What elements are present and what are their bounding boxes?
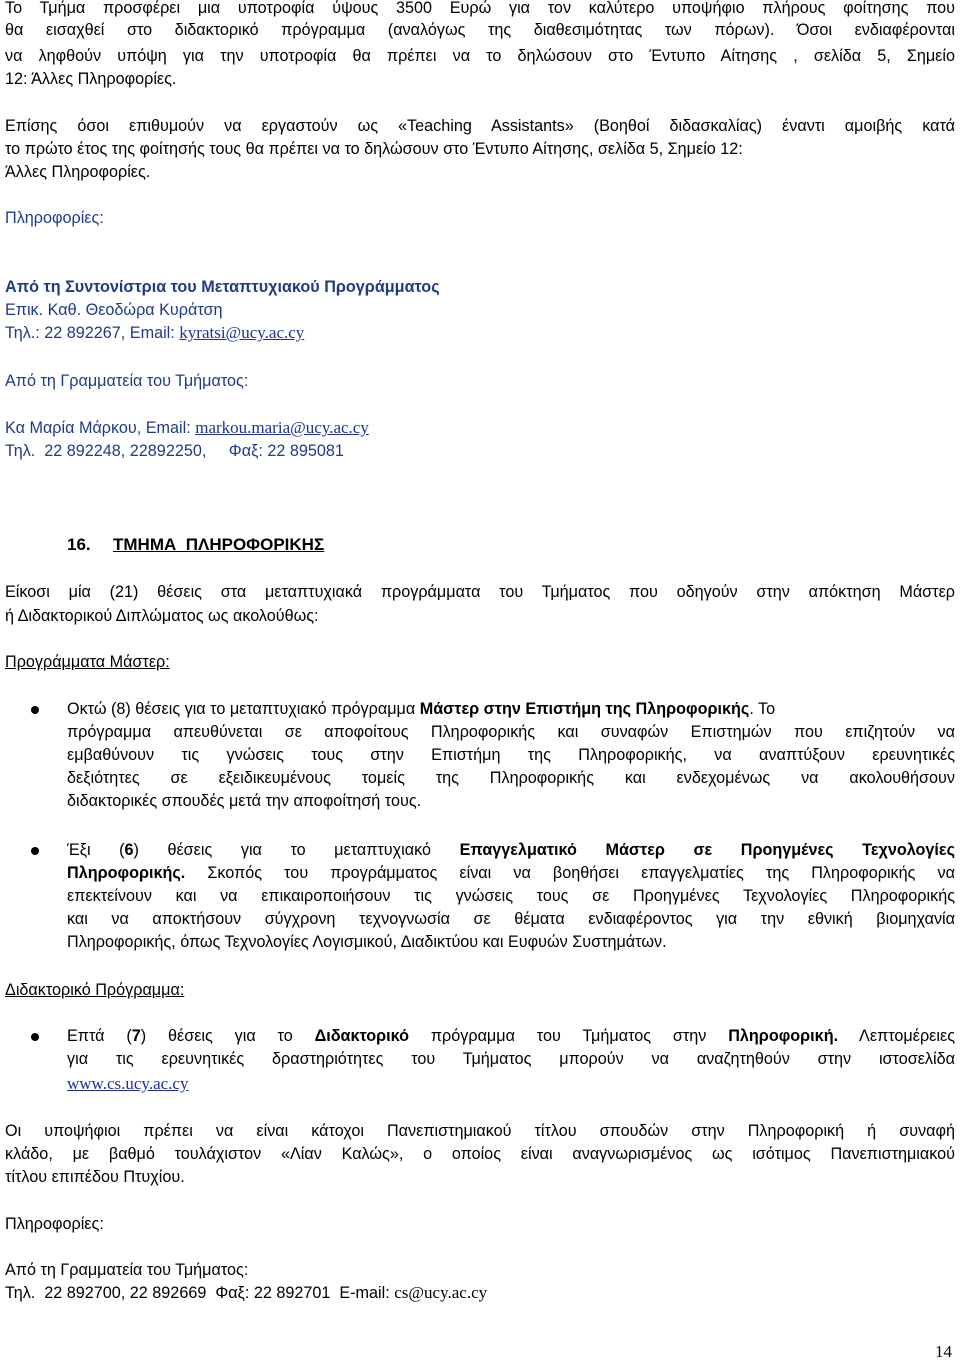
masters-item-line: δεξιότητες σε εξειδικευμένους τομείς της Πληροφορικής και ενδεχομένως να ακολουθήσουν xyxy=(67,769,955,787)
phd-item-line: για τις ερευνητικές δραστηριότητες του Τμήματος μπορούν να αναζητηθούν στην ιστοσελίδα xyxy=(67,1050,955,1068)
secretariat-email[interactable]: cs@ucy.ac.cy xyxy=(394,1283,488,1302)
masters-item-line: Πληροφορικής, όπως Τεχνολογίες Λογισμικού, Διαδικτύου και Ευφυών Συστημάτων. xyxy=(67,933,667,951)
ta-line: Άλλες Πληροφορίες. xyxy=(5,163,151,181)
secretariat-heading: Από τη Γραμματεία του Τμήματος: xyxy=(5,372,249,390)
program-name: Επαγγελματικό Μάστερ σε Προηγμένες Τεχνολογίες xyxy=(459,841,955,859)
coordinator-heading: Από τη Συντονίστρια του Μεταπτυχιακού Προγράμματος xyxy=(5,278,440,296)
item-count: 8 xyxy=(116,700,126,718)
info-heading: Πληροφορίες: xyxy=(5,209,104,227)
masters-heading: Προγράμματα Μάστερ: xyxy=(5,653,170,671)
coordinator-name: Επικ. Καθ. Θεοδώρα Κυράτση xyxy=(5,301,223,319)
item-text: Οκτώ ( xyxy=(67,700,117,718)
item-text: ) θέσεις για το μεταπτυχιακό πρόγραμμα xyxy=(125,700,420,718)
section-heading xyxy=(67,534,324,556)
item-text: ) θέσεις για το μεταπτυχιακό xyxy=(133,841,460,859)
ta-line: το πρώτο έτος της φοίτησής τους θα πρέπει να το δηλώσουν στο Έντυπο Αίτησης, σελίδα 5, Σημείο 12: xyxy=(5,140,743,158)
item-text: . Το xyxy=(749,700,776,718)
secretariat-email-link[interactable]: markou.maria@ucy.ac.cy xyxy=(195,418,369,437)
phd-heading: Διδακτορικό Πρόγραμμα: xyxy=(5,981,185,999)
item-count: 7 xyxy=(131,1027,141,1045)
phd-item-line xyxy=(67,1025,955,1047)
masters-item-line xyxy=(67,698,775,720)
item-text: Επτά ( xyxy=(67,1027,132,1045)
coordinator-contact xyxy=(5,322,304,344)
secretariat-phones: Τηλ. 22 892248, 22892250, Φαξ: 22 895081 xyxy=(5,442,344,460)
program-name: Διδακτορικό xyxy=(314,1027,410,1045)
section-intro-line: Είκοσι μία (21) θέσεις στα μεταπτυχιακά προγράμματα του Τμήματος που οδηγούν στην απόκτηση Μάστερ xyxy=(5,583,955,601)
coordinator-email-link[interactable]: kyratsi@ucy.ac.cy xyxy=(179,323,305,342)
item-count: 6 xyxy=(124,841,134,859)
masters-item-line: εμβαθύνουν τις γνώσεις τους στην Επιστήμη της Πληροφορικής, να αναπτύξουν ερευνητικές xyxy=(67,746,955,764)
item-text: πρόγραμμα του Τμήματος στην xyxy=(409,1027,729,1045)
masters-item-line: πρόγραμμα απευθύνεται σε αποφοίτους Πληροφορικής και συναφών Επιστημών που επιζητούν να xyxy=(67,723,955,741)
masters-item-line: επεκτείνουν και να επικαιροποιήσουν τις γνώσεις τους σε Προηγμένες Τεχνολογίες Πληροφορικής xyxy=(67,887,955,905)
masters-item-line xyxy=(67,862,955,884)
secretariat-name-text: Κα Μαρία Μάρκου, Email: xyxy=(5,419,196,437)
bullet-icon xyxy=(31,706,39,714)
intro-line: να ληφθούν υπόψη για την υποτροφία θα πρέπει να το δηλώσουν στο Έντυπο Αίτησης , σελίδα 5, Σημείο xyxy=(5,47,955,65)
coordinator-contact-text: Τηλ.: 22 892267, Email: xyxy=(5,324,180,342)
intro-line: Το Τμήμα προσφέρει μια υποτροφία ύψους 3500 Ευρώ για τον καλύτερο υποψήφιο πλήρους φοίτησης που xyxy=(5,0,955,17)
section-number: 16. xyxy=(67,535,91,554)
item-text: Λεπτομέρειες xyxy=(838,1027,955,1045)
info-heading: Πληροφορίες: xyxy=(5,1215,104,1233)
secretariat-contact-text: Τηλ. 22 892700, 22 892669 Φαξ: 22 892701 E-mail: xyxy=(5,1284,395,1302)
secretariat-contact xyxy=(5,1282,487,1304)
masters-item-line: και να αποκτήσουν σύγχρονη τεχνογνωσία σε θέματα ενδιαφέροντος για την εθνική βιομηχανία xyxy=(67,910,955,928)
bullet-icon xyxy=(31,1033,39,1041)
intro-line: θα εισαχθεί στο διδακτορικό πρόγραμμα (αναλόγως της διαθεσιμότητας των πόρων). Όσοι ενδιαφέρονται xyxy=(5,21,955,39)
requirement-line: κλάδο, με βαθμό τουλάχιστον «Λίαν Καλώς», ο οποίος είναι αναγνωρισμένος ως ισότιμος Πανεπιστημιακού xyxy=(5,1145,955,1163)
program-name: Πληροφορικής. xyxy=(67,864,186,882)
page-number: 14 xyxy=(935,1342,952,1361)
requirement-line: τίτλου επιπέδου Πτυχίου. xyxy=(5,1168,185,1186)
requirement-line: Οι υποψήφιοι πρέπει να είναι κάτοχοι Πανεπιστημιακού τίτλου σπουδών στην Πληροφορική ή συναφή xyxy=(5,1122,955,1140)
masters-item-line xyxy=(67,839,955,861)
secretariat-contact xyxy=(5,417,369,439)
item-text: Σκοπός του προγράμματος είναι να βοηθήσει επαγγελματίες της Πληροφορικής να xyxy=(185,864,955,882)
section-intro-line: ή Διδακτορικού Διπλώματος ως ακολούθως: xyxy=(5,607,319,625)
item-text: ) θέσεις για το xyxy=(140,1027,315,1045)
item-text: Έξι ( xyxy=(67,841,125,859)
intro-line: 12: Άλλες Πληροφορίες. xyxy=(5,70,177,88)
phd-item-line xyxy=(67,1073,188,1095)
section-title: ΤΜΗΜΑ ΠΛΗΡΟΦΟΡΙΚΗΣ xyxy=(113,535,325,554)
secretariat-heading: Από τη Γραμματεία του Τμήματος: xyxy=(5,1261,249,1279)
website-link[interactable]: www.cs.ucy.ac.cy xyxy=(67,1074,189,1093)
program-name: Μάστερ στην Επιστήμη της Πληροφορικής xyxy=(419,700,750,718)
masters-item-line: διδακτορικές σπουδές μετά την αποφοίτησή τους. xyxy=(67,792,422,810)
bullet-icon xyxy=(31,847,39,855)
ta-line: Επίσης όσοι επιθυμούν να εργαστούν ως «Teaching Assistants» (Βοηθοί διδασκαλίας) έναντι αμοιβής κατά xyxy=(5,117,955,135)
program-name: Πληροφορική. xyxy=(728,1027,839,1045)
